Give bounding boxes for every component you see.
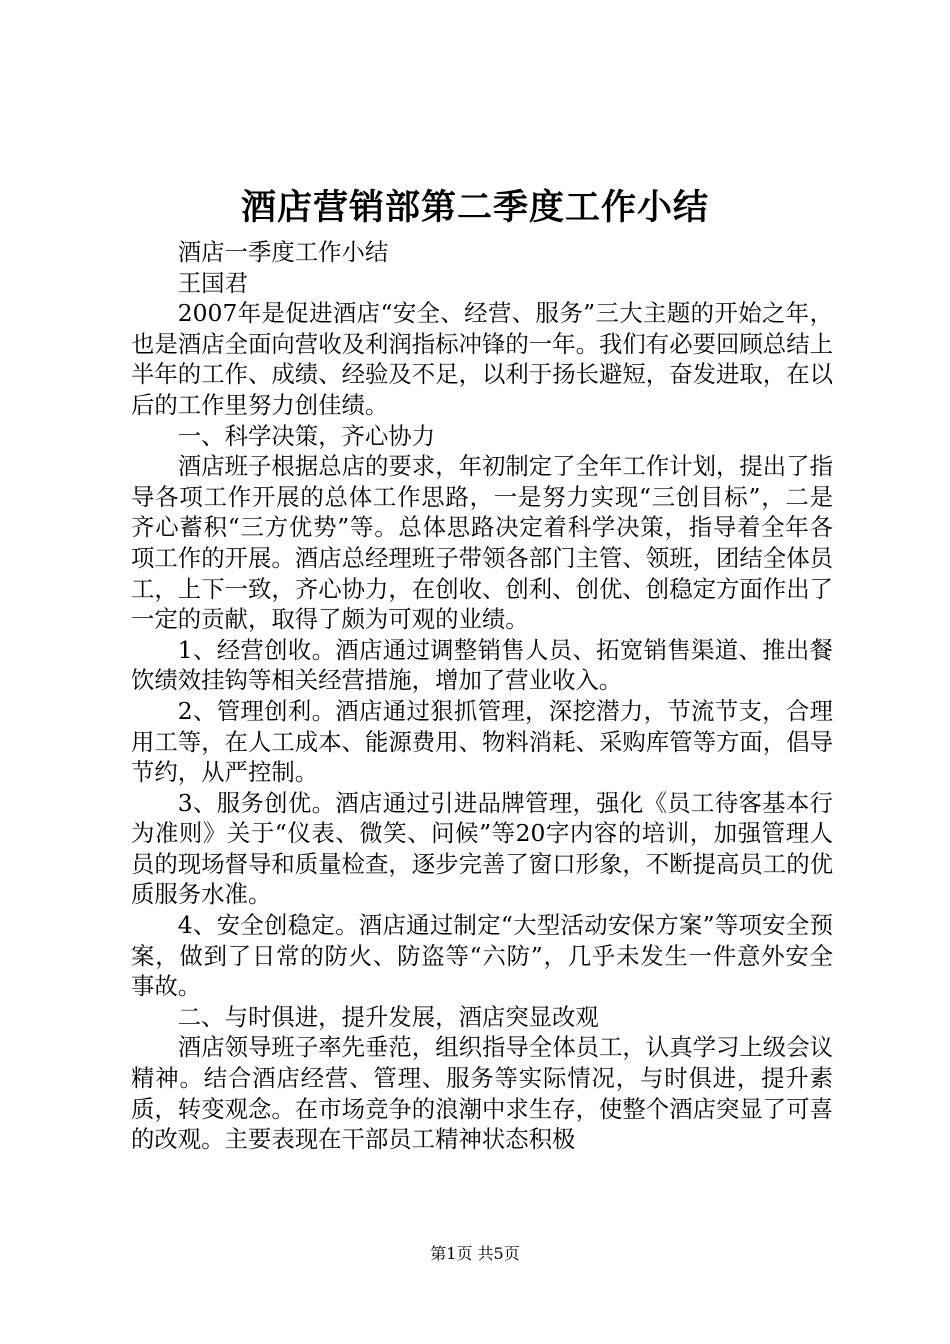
section-heading-1: 一、科学决策，齐心协力 xyxy=(177,421,436,450)
paragraph-subtitle: 酒店一季度工作小结 xyxy=(177,238,389,266)
section-heading-2: 二、与时俱进，提升发展，酒店突显改观 xyxy=(177,1002,599,1031)
list-item-1: 1、经营创收。酒店通过调整销售人员、拓宽销售渠道、推出餐饮绩效挂钩等相关经营措施，增加了营业收入。 xyxy=(131,635,833,695)
list-item-3: 3、服务创优。酒店通过引进品牌管理，强化《员工待客基本行为准则》关于“仪表、微笑、问候”等20字内容的培训，加强管理人员的现场督导和质量检查，逐步完善了窗口形象，不断提高员工的优质服务水准。 xyxy=(131,788,833,909)
page-footer: 第1页 共5页 xyxy=(430,1244,520,1263)
list-item-4: 4、安全创稳定。酒店通过制定“大型活动安保方案”等项安全预案，做到了日常的防火、防盗等“六防”，几乎未发生一件意外安全事故。 xyxy=(131,911,833,1001)
document-title: 酒店营销部第二季度工作小结 xyxy=(240,187,709,228)
document-body xyxy=(131,237,833,1155)
paragraph-intro: 2007年是促进酒店“安全、经营、服务”三大主题的开始之年，也是酒店全面向营收及利润指标冲锋的一年。我们有必要回顾总结上半年的工作、成绩、经验及不足，以利于扬长避短，奋发进取，在以后的工作里努力创佳绩。 xyxy=(131,299,833,419)
list-item-2: 2、管理创利。酒店通过狠抓管理，深挖潜力，节流节支，合理用工等，在人工成本、能源费用、物料消耗、采购库管等方面，倡导节约，从严控制。 xyxy=(131,696,833,787)
paragraph-section-1: 酒店班子根据总店的要求，年初制定了全年工作计划，提出了指导各项工作开展的总体工作思路，一是努力实现“三创目标”，二是齐心蓄积“三方优势”等。总体思路决定着科学决策，指导着全年各项工作的开展。酒店总经理班子带领各部门主管、领班，团结全体员工，上下一致，齐心协力，在创收、创利、创优、创稳定方面作出了一定的贡献，取得了颇为可观的业绩。 xyxy=(131,452,833,634)
paragraph-section-2: 酒店领导班子率先垂范，组织指导全体员工，认真学习上级会议精神。结合酒店经营、管理、服务等实际情况，与时俱进，提升素质，转变观念。在市场竞争的浪潮中求生存，使整个酒店突显了可喜的改观。主要表现在干部员工精神状态积极 xyxy=(131,1033,833,1154)
paragraph-author: 王国君 xyxy=(177,268,248,297)
